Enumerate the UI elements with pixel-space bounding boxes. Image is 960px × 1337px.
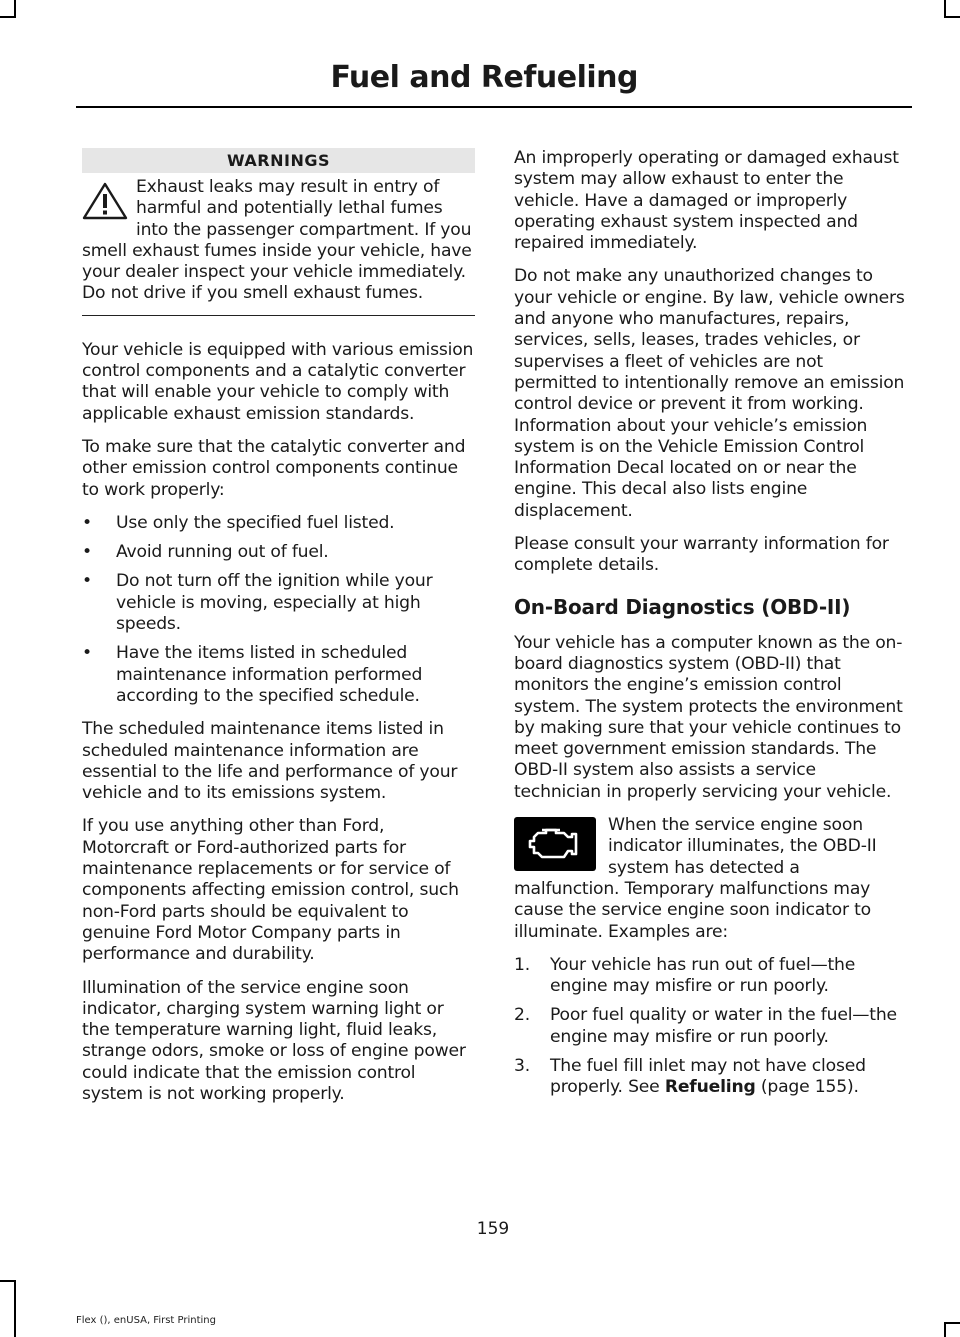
list-item: 1. Your vehicle has run out of fuel—the engine may misfire or run poorly. xyxy=(514,954,856,997)
paragraph: If you use anything other than Ford, Motorcraft or Ford-authorized parts for maintenance replacements or for service of components affecting emission control, such non-Ford parts should be equivalent to genuine Ford Motor Company parts in performance and durability. xyxy=(82,816,459,965)
paragraph: When the service engine soon indicator illuminates, the OBD-II system has detected a malfunction. Temporary malfunctions may cause the service engine soon indicator to illuminate. Examples are: xyxy=(514,815,877,942)
bullet-mark: • xyxy=(82,571,92,592)
numbered-list xyxy=(514,955,907,1099)
paragraph: Your vehicle is equipped with various emission control components and a catalytic converter that will enable your vehicle to comply with applicable exhaust emission standards. xyxy=(82,339,474,424)
list-item: • Use only the specified fuel listed. xyxy=(82,512,395,533)
list-item: • Avoid running out of fuel. xyxy=(82,542,329,563)
paragraph: Please consult your warranty information for complete details. xyxy=(514,534,889,576)
bullet-mark: • xyxy=(82,512,92,533)
paragraph: To make sure that the catalytic converter and other emission control components continue to work properly: xyxy=(82,436,466,500)
footer-text: Flex (), enUSA, First Printing xyxy=(76,1315,216,1326)
crop-mark xyxy=(944,1322,946,1337)
paragraph: The scheduled maintenance items listed in scheduled maintenance information are essential to the life and performance of your vehicle and to its emissions system. xyxy=(82,719,458,804)
warning-triangle-icon xyxy=(82,181,128,221)
crop-mark xyxy=(0,1280,16,1282)
paragraph: Your vehicle has a computer known as the on-board diagnostics system (OBD-II) that monitors the engine’s emission control system. The system protects the environment by making sure that your vehicle continues to meet government emission standards. The OBD-II system also assists a service technician in properly servicing your vehicle. xyxy=(514,632,903,802)
paragraph: Illumination of the service engine soon indicator, charging system warning light or the temperature warning light, fluid leaks, strange odors, smoke or loss of engine power could indicate that the emission control system is not working properly. xyxy=(82,977,466,1104)
warning-box xyxy=(82,177,475,316)
header-rule xyxy=(76,106,912,108)
list-item: • Have the items listed in scheduled maintenance information performed according to the specified schedule. xyxy=(82,643,423,706)
paragraph: Do not make any unauthorized changes to your vehicle or engine. By law, vehicle owners and anyone who manufactures, repairs, services, sells, leases, trades vehicles, or supervises a fleet of vehicles are not permitted to intentionally remove an emission control device or prevent it from working. Information about your vehicle’s emission system is on the Vehicle Emission Control Information Decal located on or near the engine. This decal also lists engine displacement. xyxy=(514,266,905,521)
crop-mark xyxy=(944,0,946,16)
engine-outline xyxy=(524,825,586,863)
engine-indicator-block xyxy=(514,815,907,955)
paragraph: An improperly operating or damaged exhaust system may allow exhaust to enter the vehicle. Have a damaged or improperly operating exhaust system inspected and repaired immediately. xyxy=(514,148,899,254)
list-item: • Do not turn off the ignition while your vehicle is moving, especially at high speeds. xyxy=(82,571,433,635)
refueling-link[interactable]: Refueling xyxy=(664,1077,756,1098)
bullet-mark: • xyxy=(82,542,92,563)
bullet-mark: • xyxy=(82,643,92,664)
crop-mark xyxy=(944,1322,960,1324)
page-number: 159 xyxy=(476,1219,510,1239)
list-item: 3. The fuel fill inlet may not have closed properly. See Refueling (page 155). xyxy=(514,1055,866,1098)
warning-heading: WARNINGS xyxy=(82,148,475,173)
left-column xyxy=(82,148,475,1117)
crop-mark xyxy=(944,16,960,18)
warning-text: Exhaust leaks may result in entry of harmful and potentially lethal fumes into the passenger compartment. If you smell exhaust fumes inside your vehicle, have your dealer inspect your vehicle immediately. Do not drive if you smell exhaust fumes. xyxy=(82,177,472,304)
crop-mark xyxy=(0,16,16,18)
section-heading: On-Board Diagnostics (OBD-II) xyxy=(514,594,851,619)
list-item: 2. Poor fuel quality or water in the fuel—the engine may misfire or run poorly. xyxy=(514,1005,897,1047)
crop-mark xyxy=(14,0,16,16)
page-title: Fuel and Refueling xyxy=(330,60,638,95)
bullet-list xyxy=(82,513,475,707)
check-engine-icon xyxy=(514,817,596,871)
right-column xyxy=(514,148,907,1107)
crop-mark xyxy=(14,1280,16,1337)
